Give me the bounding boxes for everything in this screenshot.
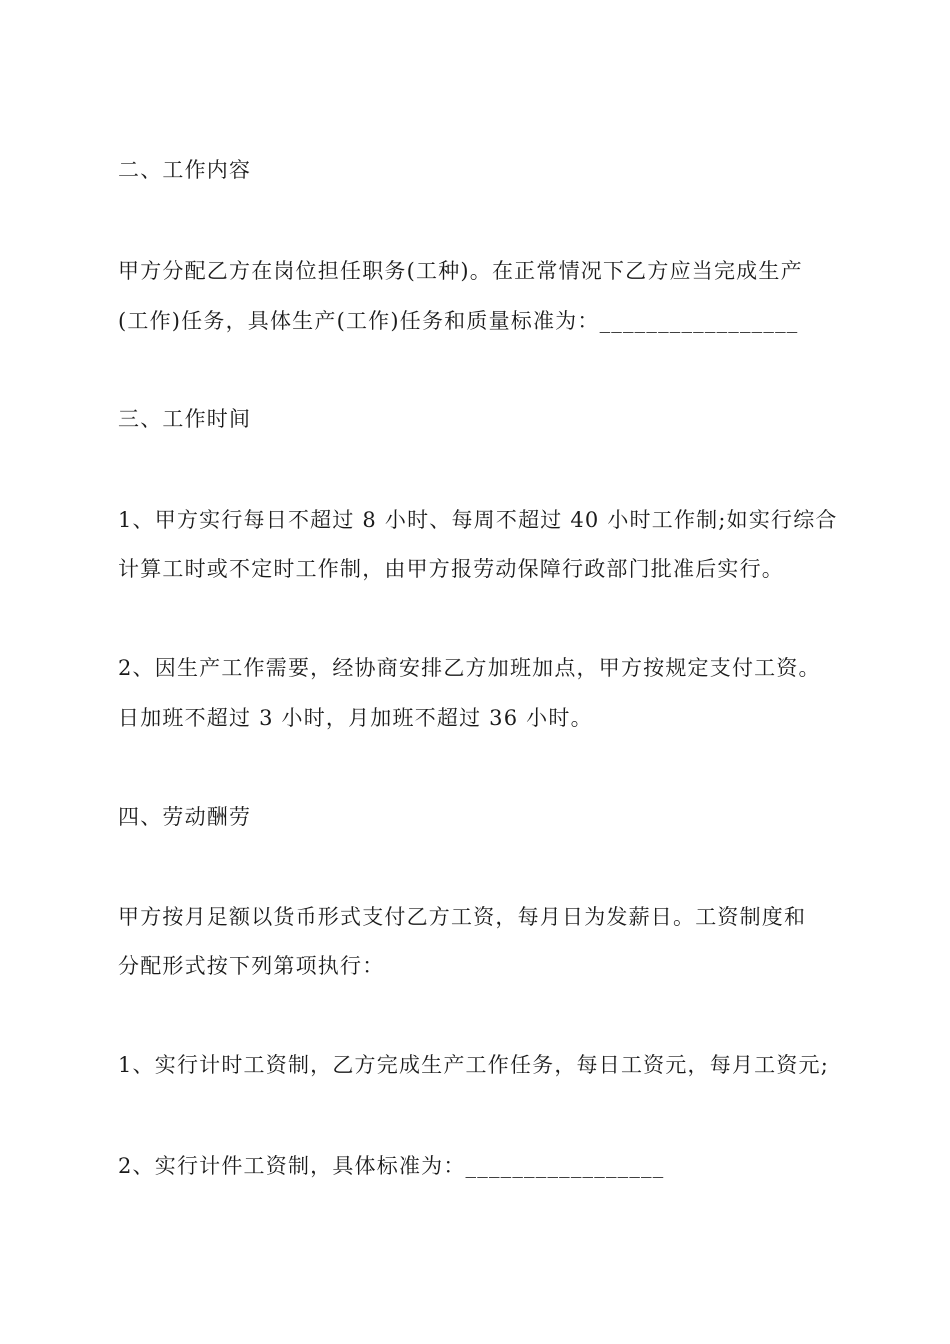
work-content-paragraph-line-2: (工作)任务，具体生产(工作)任务和质量标准为：_________________	[118, 309, 799, 333]
labor-pay-paragraph-line-1: 甲方按月足额以货币形式支付乙方工资，每月日为发薪日。工资制度和	[118, 905, 807, 929]
work-time-item-2-line-1: 2、因生产工作需要，经协商安排乙方加班加点，甲方按规定支付工资。	[118, 656, 821, 680]
work-time-item-1-line-2: 计算工时或不定时工作制，由甲方报劳动保障行政部门批准后实行。	[118, 557, 784, 581]
labor-pay-item-1: 1、实行计时工资制，乙方完成生产工作任务，每日工资元，每月工资元;	[118, 1053, 830, 1077]
labor-pay-paragraph-line-2: 分配形式按下列第项执行：	[118, 954, 385, 978]
section-heading-labor-pay: 四、劳动酬劳	[118, 805, 252, 829]
labor-pay-item-2: 2、实行计件工资制，具体标准为：_________________	[118, 1154, 665, 1178]
work-content-paragraph-line-1: 甲方分配乙方在岗位担任职务(工种)。在正常情况下乙方应当完成生产	[118, 259, 803, 283]
section-heading-work-content: 二、工作内容	[118, 158, 252, 182]
work-time-item-2-line-2: 日加班不超过 3 小时，月加班不超过 36 小时。	[118, 706, 593, 730]
work-time-item-1-line-1: 1、甲方实行每日不超过 8 小时、每周不超过 40 小时工作制;如实行综合	[118, 508, 838, 532]
section-heading-work-time: 三、工作时间	[118, 407, 252, 431]
